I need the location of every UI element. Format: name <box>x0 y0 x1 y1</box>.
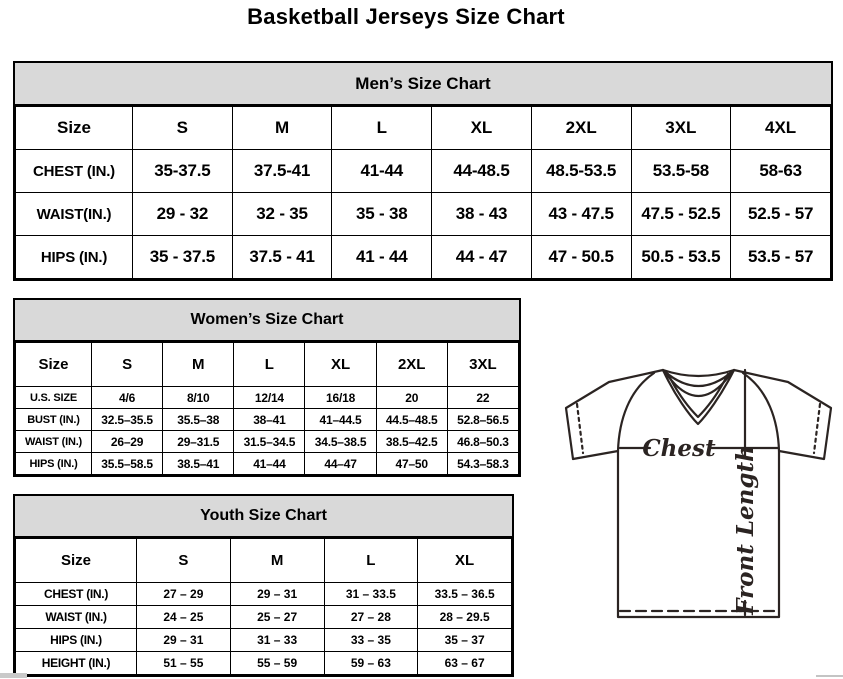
column-header: 2XL <box>376 343 447 387</box>
cell-value: 44.5–48.5 <box>376 409 447 431</box>
cell-value: 32.5–35.5 <box>92 409 163 431</box>
cell-value: 59 – 63 <box>324 652 418 675</box>
cell-value: 53.5 - 57 <box>731 236 831 279</box>
column-header: 3XL <box>631 107 731 150</box>
cell-value: 35.5–58.5 <box>92 453 163 475</box>
cell-value: 29 - 32 <box>133 193 233 236</box>
column-header: S <box>92 343 163 387</box>
table-row <box>16 629 512 652</box>
cell-value: 28 – 29.5 <box>418 606 512 629</box>
cell-value: 20 <box>376 387 447 409</box>
table-row <box>16 652 512 675</box>
table-row <box>16 236 831 279</box>
column-header: M <box>230 539 324 583</box>
cell-value: 34.5–38.5 <box>305 431 376 453</box>
cell-value: 16/18 <box>305 387 376 409</box>
table-row <box>16 431 519 453</box>
row-label: BUST (IN.) <box>16 409 92 431</box>
cell-value: 38–41 <box>234 409 305 431</box>
cell-value: 44 - 47 <box>432 236 532 279</box>
cell-value: 47.5 - 52.5 <box>631 193 731 236</box>
column-header: XL <box>418 539 512 583</box>
scrollbar-fragment-left[interactable] <box>0 673 27 678</box>
cell-value: 29–31.5 <box>163 431 234 453</box>
cell-value: 38 - 43 <box>432 193 532 236</box>
column-header: Size <box>16 539 137 583</box>
cell-value: 47 - 50.5 <box>531 236 631 279</box>
cell-value: 38.5–42.5 <box>376 431 447 453</box>
cell-value: 35 - 38 <box>332 193 432 236</box>
column-header: 3XL <box>447 343 518 387</box>
cell-value: 31 – 33 <box>230 629 324 652</box>
row-label: CHEST (IN.) <box>16 150 133 193</box>
cell-value: 37.5-41 <box>232 150 332 193</box>
cell-value: 44-48.5 <box>432 150 532 193</box>
cell-value: 51 – 55 <box>137 652 231 675</box>
right-cuff-stitch-line <box>814 404 820 453</box>
cell-value: 32 - 35 <box>232 193 332 236</box>
row-label: HIPS (IN.) <box>16 629 137 652</box>
column-header: M <box>232 107 332 150</box>
right-sleeve-seam <box>743 373 779 451</box>
cell-value: 37.5 - 41 <box>232 236 332 279</box>
cell-value: 33 – 35 <box>324 629 418 652</box>
cell-value: 55 – 59 <box>230 652 324 675</box>
cell-value: 44–47 <box>305 453 376 475</box>
cell-value: 41–44 <box>234 453 305 475</box>
column-header: 2XL <box>531 107 631 150</box>
jersey-measurement-diagram <box>557 360 841 627</box>
table-row <box>16 606 512 629</box>
youth-table-grid <box>15 538 512 675</box>
mens-table-title: Men’s Size Chart <box>15 63 831 106</box>
cell-value: 31.5–34.5 <box>234 431 305 453</box>
cell-value: 33.5 – 36.5 <box>418 583 512 606</box>
table-row <box>16 409 519 431</box>
mens-size-table <box>13 61 833 281</box>
womens-size-table <box>13 298 521 477</box>
cell-value: 24 – 25 <box>137 606 231 629</box>
scrollbar-fragment-right[interactable] <box>816 675 843 677</box>
cell-value: 25 – 27 <box>230 606 324 629</box>
cell-value: 12/14 <box>234 387 305 409</box>
cell-value: 41-44 <box>332 150 432 193</box>
cell-value: 52.8–56.5 <box>447 409 518 431</box>
cell-value: 29 – 31 <box>137 629 231 652</box>
cell-value: 27 – 28 <box>324 606 418 629</box>
cell-value: 4/6 <box>92 387 163 409</box>
column-header: XL <box>432 107 532 150</box>
cell-value: 35 - 37.5 <box>133 236 233 279</box>
table-row <box>16 387 519 409</box>
cell-value: 52.5 - 57 <box>731 193 831 236</box>
cell-value: 58-63 <box>731 150 831 193</box>
row-label: WAIST (IN.) <box>16 606 137 629</box>
column-header: L <box>324 539 418 583</box>
youth-table-title: Youth Size Chart <box>15 496 512 538</box>
jersey-outline <box>566 370 831 617</box>
cell-value: 41–44.5 <box>305 409 376 431</box>
cell-value: 53.5-58 <box>631 150 731 193</box>
table-row <box>16 453 519 475</box>
column-header-row <box>16 107 831 150</box>
cell-value: 48.5-53.5 <box>531 150 631 193</box>
column-header: 4XL <box>731 107 831 150</box>
row-label: HIPS (IN.) <box>16 453 92 475</box>
table-row <box>16 193 831 236</box>
cell-value: 22 <box>447 387 518 409</box>
cell-value: 46.8–50.3 <box>447 431 518 453</box>
front-length-label: Front Length <box>732 445 759 615</box>
row-label: WAIST (IN.) <box>16 431 92 453</box>
row-label: WAIST(IN.) <box>16 193 133 236</box>
row-label: CHEST (IN.) <box>16 583 137 606</box>
cell-value: 54.3–58.3 <box>447 453 518 475</box>
youth-size-table <box>13 494 514 677</box>
column-header: L <box>234 343 305 387</box>
cell-value: 41 - 44 <box>332 236 432 279</box>
chest-label: Chest <box>642 435 716 462</box>
column-header-row <box>16 343 519 387</box>
cell-value: 47–50 <box>376 453 447 475</box>
cell-value: 43 - 47.5 <box>531 193 631 236</box>
collar-back-line <box>663 370 734 376</box>
cell-value: 8/10 <box>163 387 234 409</box>
left-cuff-stitch-line <box>577 404 583 453</box>
column-header: Size <box>16 107 133 150</box>
column-header: Size <box>16 343 92 387</box>
cell-value: 31 – 33.5 <box>324 583 418 606</box>
womens-table-title: Women’s Size Chart <box>15 300 519 342</box>
mens-table-grid <box>15 106 831 279</box>
cell-value: 26–29 <box>92 431 163 453</box>
cell-value: 35-37.5 <box>133 150 233 193</box>
table-row <box>16 583 512 606</box>
column-header-row <box>16 539 512 583</box>
column-header: S <box>133 107 233 150</box>
cell-value: 63 – 67 <box>418 652 512 675</box>
column-header: M <box>163 343 234 387</box>
row-label: U.S. SIZE <box>16 387 92 409</box>
cell-value: 29 – 31 <box>230 583 324 606</box>
womens-table-grid <box>15 342 519 475</box>
cell-value: 50.5 - 53.5 <box>631 236 731 279</box>
row-label: HEIGHT (IN.) <box>16 652 137 675</box>
page-title: Basketball Jerseys Size Chart <box>247 4 565 29</box>
cell-value: 35.5–38 <box>163 409 234 431</box>
cell-value: 35 – 37 <box>418 629 512 652</box>
column-header: XL <box>305 343 376 387</box>
column-header: L <box>332 107 432 150</box>
cell-value: 38.5–41 <box>163 453 234 475</box>
table-row <box>16 150 831 193</box>
column-header: S <box>137 539 231 583</box>
row-label: HIPS (IN.) <box>16 236 133 279</box>
cell-value: 27 – 29 <box>137 583 231 606</box>
